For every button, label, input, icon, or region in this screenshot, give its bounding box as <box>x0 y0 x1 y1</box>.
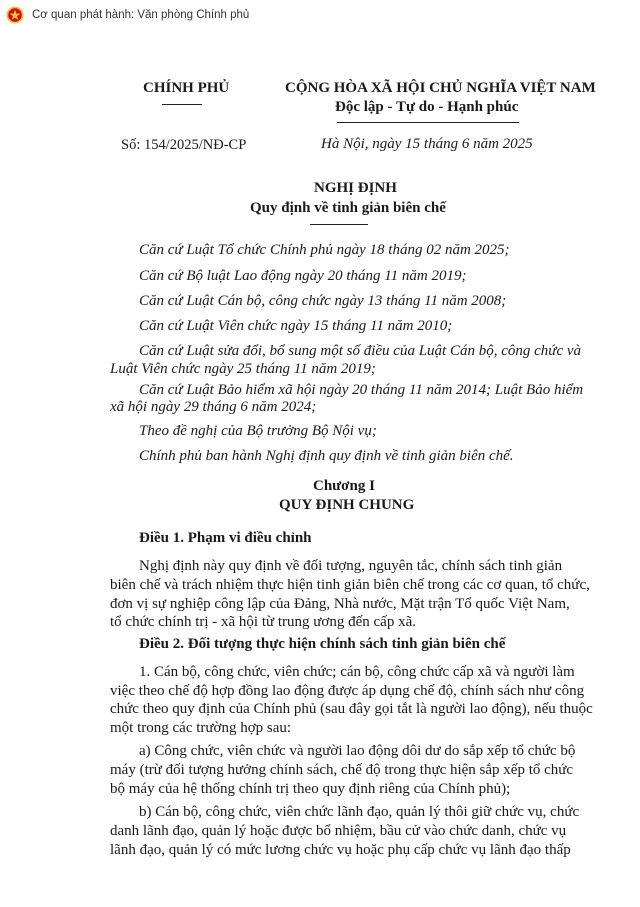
preamble-line: Luật Viên chức ngày 25 tháng 11 năm 2019; <box>110 361 376 377</box>
preamble-line: Căn cứ Luật sửa đổi, bổ sung một số điều của Luật Cán bộ, công chức và <box>139 343 582 359</box>
national-motto: Độc lập - Tự do - Hạnh phúc <box>335 99 519 115</box>
article-1-heading: Điều 1. Phạm vi điều chỉnh <box>139 530 312 546</box>
document-type: NGHỊ ĐỊNH <box>314 180 397 196</box>
preamble-line: xã hội ngày 29 tháng 6 năm 2024; <box>110 399 317 415</box>
article-2-line: việc theo chế độ hợp đồng lao động được áp dụng chế độ, chính sách như công <box>110 683 585 699</box>
article-2-line: chức theo quy định của Chính phủ (sau đây gọi tắt là người lao động), nếu thuộc <box>110 701 593 717</box>
preamble-line: Theo đề nghị của Bộ trưởng Bộ Nội vụ; <box>139 423 377 439</box>
article-2-heading: Điều 2. Đối tượng thực hiện chính sách tinh giản biên chế <box>139 636 506 652</box>
preamble-line: Căn cứ Luật Viên chức ngày 15 tháng 11 năm 2010; <box>139 318 453 334</box>
preamble-line: Căn cứ Luật Tổ chức Chính phủ ngày 18 tháng 02 năm 2025; <box>139 242 510 258</box>
chapter-number: Chương I <box>313 478 375 494</box>
article-2-line: danh lãnh đạo, quản lý hoặc được bổ nhiệm, bầu cử vào chức danh, chức vụ <box>110 823 567 839</box>
preamble-line: Căn cứ Luật Bảo hiểm xã hội ngày 20 tháng 11 năm 2014; Luật Bảo hiểm <box>139 382 584 398</box>
article-2-line: một trong các trường hợp sau: <box>110 720 292 736</box>
article-1-line: Nghị định này quy định về đối tượng, nguyên tắc, chính sách tinh giản <box>139 558 563 574</box>
motto-underline <box>337 122 519 123</box>
article-2-line: lãnh đạo, quản lý có mức lương chức vụ hoặc phụ cấp chức vụ lãnh đạo thấp <box>110 842 571 858</box>
agency-underline <box>162 104 202 105</box>
agency-name: CHÍNH PHỦ <box>143 80 230 96</box>
preamble-line: Căn cứ Luật Cán bộ, công chức ngày 13 tháng 11 năm 2008; <box>139 293 507 309</box>
national-emblem-icon <box>6 6 24 24</box>
chapter-title: QUY ĐỊNH CHUNG <box>279 497 415 513</box>
article-2-line: máy (trừ đối tượng hưởng chính sách, chế độ trong thực hiện sắp xếp tổ chức <box>110 762 574 778</box>
article-1-line: đơn vị sự nghiệp công lập của Đảng, Nhà nước, Mặt trận Tổ quốc Việt Nam, <box>110 596 570 612</box>
preamble-line: Chính phủ ban hành Nghị định quy định về tinh giản biên chế. <box>139 448 514 464</box>
publisher-bar <box>0 0 640 30</box>
document-number: Số: 154/2025/NĐ-CP <box>121 137 247 153</box>
preamble-line: Căn cứ Bộ luật Lao động ngày 20 tháng 11 năm 2019; <box>139 268 467 284</box>
article-2-line: bộ máy của hệ thống chính trị theo quy định riêng của Chính phủ); <box>110 781 511 797</box>
article-1-line: tổ chức chính trị - xã hội từ trung ương đến cấp xã. <box>110 614 416 630</box>
publisher-label: Cơ quan phát hành: Văn phòng Chính phủ <box>32 9 250 21</box>
national-title: CỘNG HÒA XÃ HỘI CHỦ NGHĨA VIỆT NAM <box>285 80 596 96</box>
article-1-line: biên chế và trách nhiệm thực hiện tinh giản biên chế trong các cơ quan, tổ chức, <box>110 577 590 593</box>
article-2-line: 1. Cán bộ, công chức, viên chức; cán bộ, công chức cấp xã và người làm <box>139 664 575 680</box>
article-2-line: b) Cán bộ, công chức, viên chức lãnh đạo, quản lý thôi giữ chức vụ, chức <box>139 804 580 820</box>
title-underline <box>310 224 368 225</box>
document-subject: Quy định về tinh giản biên chế <box>250 200 446 216</box>
place-date: Hà Nội, ngày 15 tháng 6 năm 2025 <box>321 136 533 152</box>
article-2-line: a) Công chức, viên chức và người lao động dôi dư do sắp xếp tổ chức bộ <box>139 743 576 759</box>
